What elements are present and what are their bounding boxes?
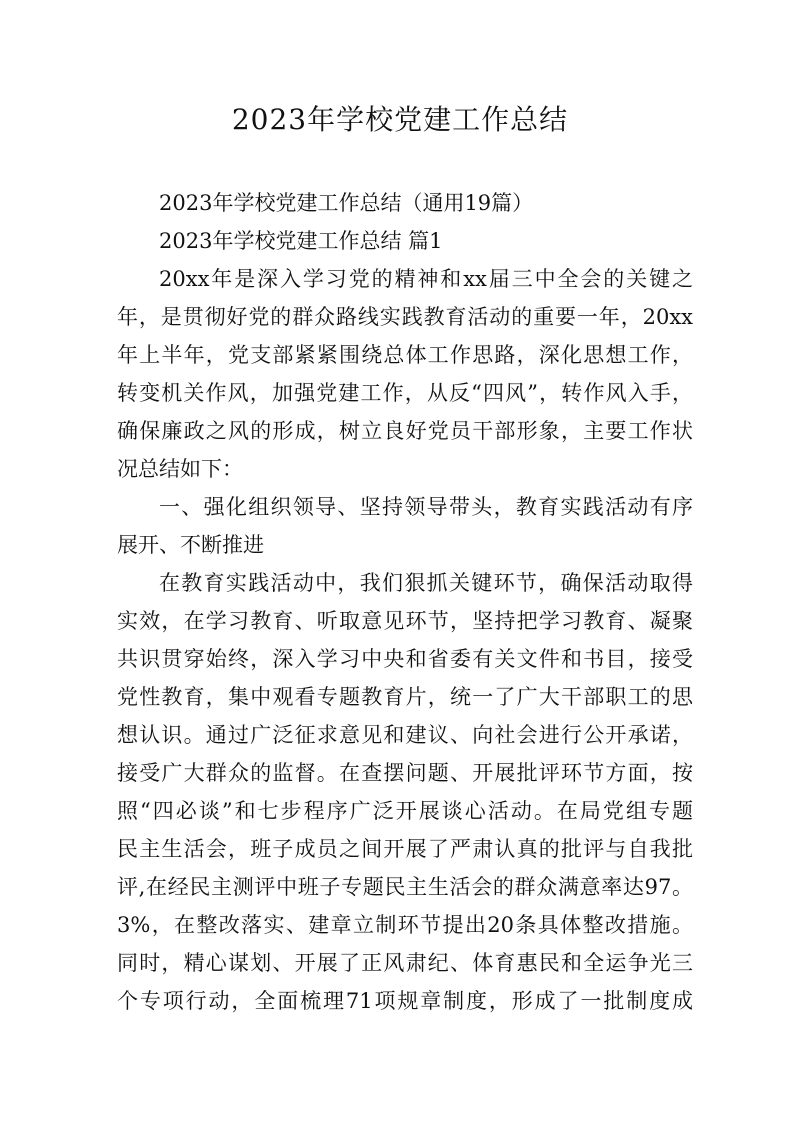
paragraph-line: 党性教育，集中观看专题教育片，统一了广大干部职工的思 [117, 685, 693, 709]
paragraph-line: 个专项行动，全面梳理71项规章制度，形成了一批制度成 [117, 989, 693, 1013]
paragraph-line: 转变机关作风，加强党建工作，从反“四风”，转作风入手， [117, 381, 693, 405]
paragraph-line: 想认识。通过广泛征求意见和建议、向社会进行公开承诺， [117, 723, 693, 747]
paragraph-line: 在教育实践活动中，我们狠抓关键环节，确保活动取得 [159, 571, 693, 595]
paragraph-line: 民主生活会，班子成员之间开展了严肃认真的批评与自我批 [117, 837, 693, 861]
paragraph-line: 接受广大群众的监督。在查摆问题、开展批评环节方面，按 [117, 761, 693, 785]
document-subtitle: 2023年学校党建工作总结（通用19篇） [159, 191, 534, 215]
paragraph-line: 20xx年是深入学习党的精神和xx届三中全会的关键之 [159, 267, 693, 291]
heading-line: 一、强化组织领导、坚持领导带头，教育实践活动有序 [159, 495, 693, 519]
paragraph-line: 照“四必谈”和七步程序广泛开展谈心活动。在局党组专题 [117, 799, 693, 823]
heading-line: 展开、不断推进 [117, 533, 264, 557]
paragraph-line: 年，是贯彻好党的群众路线实践教育活动的重要一年，20xx [117, 305, 693, 329]
paragraph-line: 年上半年，党支部紧紧围绕总体工作思路，深化思想工作， [117, 343, 693, 367]
section-title: 2023年学校党建工作总结 篇1 [159, 229, 443, 253]
paragraph-line: 确保廉政之风的形成，树立良好党员干部形象，主要工作状 [117, 419, 693, 443]
paragraph-line: 共识贯穿始终，深入学习中央和省委有关文件和书目，接受 [117, 647, 693, 671]
document-title: 2023年学校党建工作总结 [231, 103, 569, 136]
paragraph-line: 评,在经民主测评中班子专题民主生活会的群众满意率达97。 [117, 875, 693, 899]
paragraph-line: 况总结如下： [117, 457, 243, 481]
paragraph-line: 实效，在学习教育、听取意见环节，坚持把学习教育、凝聚 [117, 609, 693, 633]
paragraph-line: 3%，在整改落实、建章立制环节提出20条具体整改措施。 [117, 913, 693, 937]
paragraph-line: 同时，精心谋划、开展了正风肃纪、体育惠民和全运争光三 [117, 951, 693, 975]
